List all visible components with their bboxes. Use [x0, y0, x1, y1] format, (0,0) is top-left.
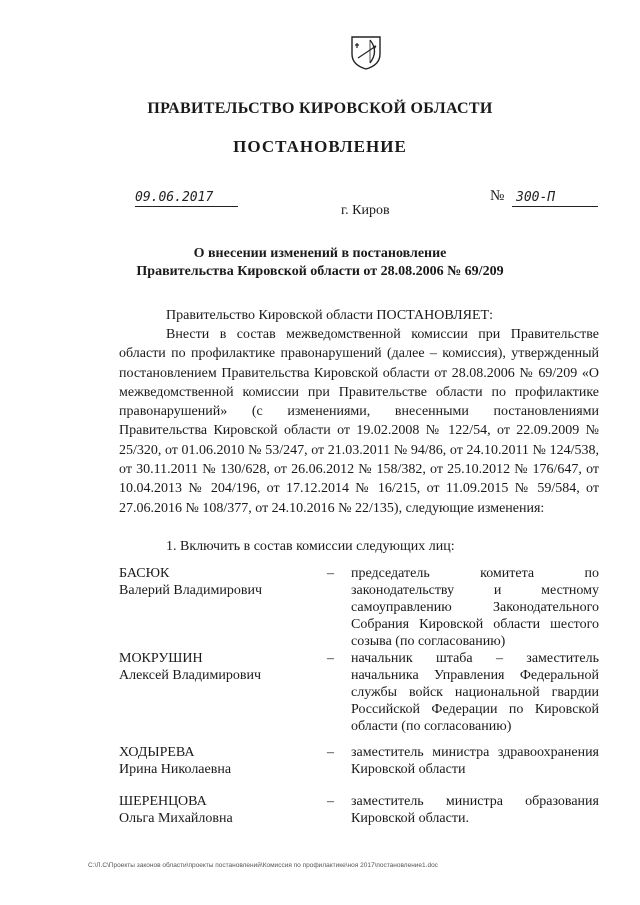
subject-line-1: О внесении изменений в постановление	[193, 246, 447, 261]
resolution-intro: Правительство Кировской области ПОСТАНОВЛЯЕТ:	[166, 308, 493, 323]
member-given-name: Ольга Михайловна	[119, 811, 233, 826]
member-role: заместитель министра образования Кировской области.	[351, 794, 599, 826]
resolution-paragraph: Внести в состав межведомственной комиссии при Правительстве области по профилактике правонарушений (далее – комиссия), утвержденный постановлением Правительства Кировской области от 28.08.2006 № 69/209 «О межведомственной комиссии при Правительстве области по профилактике правонарушений» (с изменениями, внесенными постановлениями Правительства Кировской области от 19.02.2008 № 122/54, от 22.09.2009 № 25/320, от 01.06.2010 № 53/247, от 21.03.2011 № 94/86, от 24.10.2011 № 124/538, от 30.11.2011 № 130/628, от 26.06.2012 № 158/382, от 25.10.2012 № 176/647, от 10.04.2013 № 204/196, от 17.12.2014 № 16/215, от 11.09.2015 № 59/584, от 27.06.2016 № 108/377, от 24.10.2016 № 22/135), следующие изменения:	[119, 327, 599, 516]
member-surname: ХОДЫРЕВА	[119, 745, 195, 760]
kirov-coat-of-arms-icon	[349, 34, 383, 70]
member-given-name: Валерий Владимирович	[119, 583, 263, 598]
file-path-footer: С:\Л.С\Проекты законов области\проекты постановлений\Комиссия по профилактике\ноя 2017\постановление1.doc	[88, 862, 438, 869]
government-title: ПРАВИТЕЛЬСТВО КИРОВСКОЙ ОБЛАСТИ	[147, 100, 493, 117]
member-dash: –	[327, 651, 334, 666]
member-name	[119, 793, 309, 827]
number-label: №	[490, 188, 505, 204]
resolution-item-1: 1. Включить в состав комиссии следующих лиц:	[166, 539, 455, 554]
member-role: заместитель министра здравоохранения Кировской области	[351, 745, 599, 777]
member-surname: БАСЮК	[119, 566, 170, 581]
member-name	[119, 744, 309, 778]
member-dash: –	[327, 566, 334, 581]
number-value: 300-П	[516, 190, 556, 205]
member-name	[119, 650, 309, 684]
member-given-name: Ирина Николаевна	[119, 762, 232, 777]
member-given-name: Алексей Владимирович	[119, 668, 262, 683]
date-field	[135, 190, 238, 207]
city-label: г. Киров	[341, 203, 390, 218]
member-role: начальник штаба – заместитель начальника Управления Федеральной службы войск национальной гвардии Российской Федерации по Кировской области (по согласованию)	[351, 651, 599, 734]
member-role: председатель комитета по законодательству и местному самоуправлению Законодательного Собрания Кировской области шестого созыва (по согласованию)	[351, 566, 599, 649]
document-subject	[0, 245, 640, 281]
member-dash: –	[327, 745, 334, 760]
member-name	[119, 565, 309, 599]
subject-line-2: Правительства Кировской области от 28.08.2006 № 69/209	[136, 264, 504, 279]
number-field	[512, 190, 598, 207]
member-dash: –	[327, 794, 334, 809]
document-type-title: ПОСТАНОВЛЕНИЕ	[233, 137, 407, 156]
member-surname: МОКРУШИН	[119, 651, 203, 666]
date-value: 09.06.2017	[135, 190, 214, 205]
member-surname: ШЕРЕНЦОВА	[119, 794, 207, 809]
